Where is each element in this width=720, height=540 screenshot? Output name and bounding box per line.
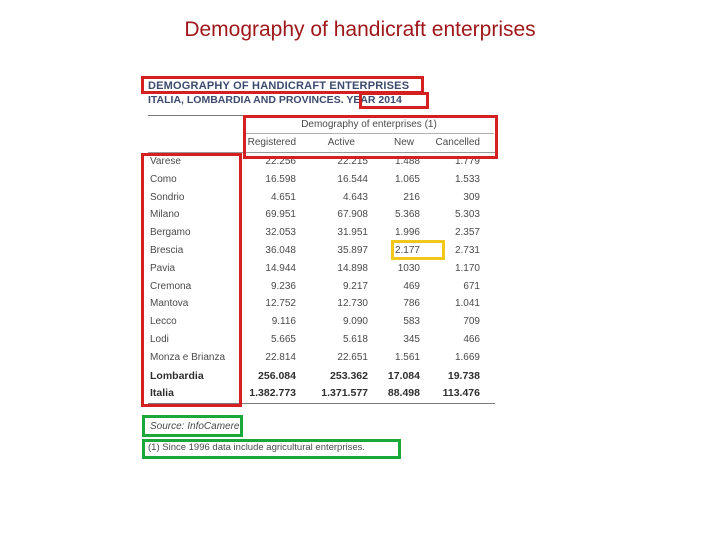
cell-cancelled: 2.731 (454, 245, 480, 256)
cell-registered: 14.944 (265, 262, 296, 274)
row-label: Como (150, 173, 177, 185)
table-row (0, 245, 720, 262)
cell-active: 1.371.577 (321, 387, 368, 400)
row-label: Lecco (150, 316, 177, 328)
table-row (0, 352, 720, 369)
highlight-columns-box (243, 115, 498, 159)
cell-registered: 36.048 (265, 245, 296, 256)
cell-cancelled: 5.303 (454, 209, 480, 221)
table-row (0, 209, 720, 226)
highlight-year-box (359, 92, 429, 109)
table-row (0, 227, 720, 244)
cell-new: 5.368 (394, 209, 420, 221)
cell-cancelled: 1.041 (454, 298, 480, 310)
cell-active: 5.618 (342, 334, 368, 345)
group-header: Demography of enterprises (1) (301, 119, 437, 130)
table-row (0, 174, 720, 191)
cell-new: 1030 (397, 262, 420, 274)
row-label: Lombardia (150, 369, 204, 382)
cell-active: 35.897 (337, 245, 368, 256)
cell-new: 786 (403, 298, 420, 310)
row-label: Pavia (150, 262, 176, 274)
cell-new: 583 (403, 316, 420, 328)
cell-registered: 22.256 (265, 156, 296, 167)
table-row (0, 298, 720, 315)
cell-registered: 4.651 (270, 191, 296, 203)
table-row (0, 334, 720, 351)
row-label: Sondrio (150, 191, 185, 203)
cell-cancelled: 309 (463, 191, 480, 203)
cell-cancelled: 19.738 (447, 369, 480, 382)
cell-registered: 22.814 (265, 351, 296, 363)
cell-cancelled: 1.779 (454, 156, 480, 167)
cell-cancelled: 671 (463, 280, 480, 292)
highlight-footnote-box (142, 439, 401, 459)
cell-active: 4.643 (342, 191, 368, 203)
cell-active: 22.651 (337, 351, 368, 363)
row-label: Italia (150, 387, 174, 400)
cell-cancelled: 466 (463, 334, 480, 345)
row-label: Milano (150, 209, 180, 221)
col-header-new: New (393, 137, 414, 148)
row-label: Cremona (150, 280, 192, 292)
slide-title: Demography of handicraft enterprises (184, 18, 536, 41)
cell-active: 9.217 (342, 280, 368, 292)
row-label: Bergamo (150, 227, 191, 239)
cell-cancelled: 709 (463, 316, 480, 328)
cell-active: 22.215 (337, 156, 368, 167)
cell-new: 1.065 (394, 173, 420, 185)
cell-registered: 1.382.773 (249, 387, 296, 400)
cell-active: 16.544 (337, 173, 368, 185)
cell-new: 2.177 (394, 245, 420, 256)
cell-active: 253.362 (330, 369, 368, 382)
cell-new: 1.561 (394, 351, 420, 363)
cell-active: 31.951 (337, 227, 368, 239)
cell-registered: 16.598 (265, 173, 296, 185)
cell-new: 216 (403, 191, 420, 203)
cell-registered: 9.116 (271, 316, 296, 328)
cell-active: 67.908 (337, 209, 368, 221)
footnote: (1) Since 1996 data include agricultural enterprises. (148, 442, 366, 453)
table-total-row (0, 370, 720, 387)
table-row (0, 281, 720, 298)
highlight-source-box (142, 415, 243, 437)
highlight-provinces-box (141, 153, 242, 407)
table-row (0, 263, 720, 280)
subheading-year: YEAR 2014 (346, 94, 402, 106)
cell-active: 14.898 (337, 262, 368, 274)
row-label: Brescia (150, 245, 184, 256)
cell-new: 345 (403, 334, 420, 345)
cell-new: 1.996 (394, 227, 420, 239)
cell-registered: 69.951 (265, 209, 296, 221)
col-header-active: Active (327, 137, 355, 148)
cell-active: 12.730 (337, 298, 368, 310)
source-note: Source: InfoCamere (150, 421, 240, 432)
cell-registered: 9.236 (270, 280, 296, 292)
row-label: Varese (150, 156, 181, 167)
table-row (0, 316, 720, 333)
col-header-cancelled: Cancelled (435, 137, 480, 148)
cell-cancelled: 2.357 (454, 227, 480, 239)
subheading-region: ITALIA, LOMBARDIA AND PROVINCES. (148, 94, 344, 106)
cell-cancelled: 1.170 (454, 262, 480, 274)
cell-new: 17.084 (387, 369, 420, 382)
cell-cancelled: 1.669 (454, 351, 480, 363)
table-heading: DEMOGRAPHY OF HANDICRAFT ENTERPRISES (148, 80, 410, 92)
cell-new: 1.488 (394, 156, 420, 167)
cell-active: 9.090 (342, 316, 368, 328)
cell-cancelled: 113.476 (442, 387, 480, 400)
row-label: Monza e Brianza (150, 351, 226, 363)
table-row (0, 192, 720, 209)
cell-registered: 256.084 (258, 369, 296, 382)
cell-registered: 12.752 (265, 298, 296, 310)
highlight-value-box (391, 240, 445, 260)
cell-registered: 5.665 (270, 334, 296, 345)
row-label: Mantova (150, 298, 189, 310)
table-total-row (0, 387, 720, 404)
cell-new: 469 (403, 280, 420, 292)
row-label: Lodi (150, 334, 169, 345)
cell-registered: 32.053 (265, 227, 296, 239)
col-header-registered: Registered (247, 137, 296, 148)
cell-new: 88.498 (387, 387, 420, 400)
cell-cancelled: 1.533 (454, 173, 480, 185)
